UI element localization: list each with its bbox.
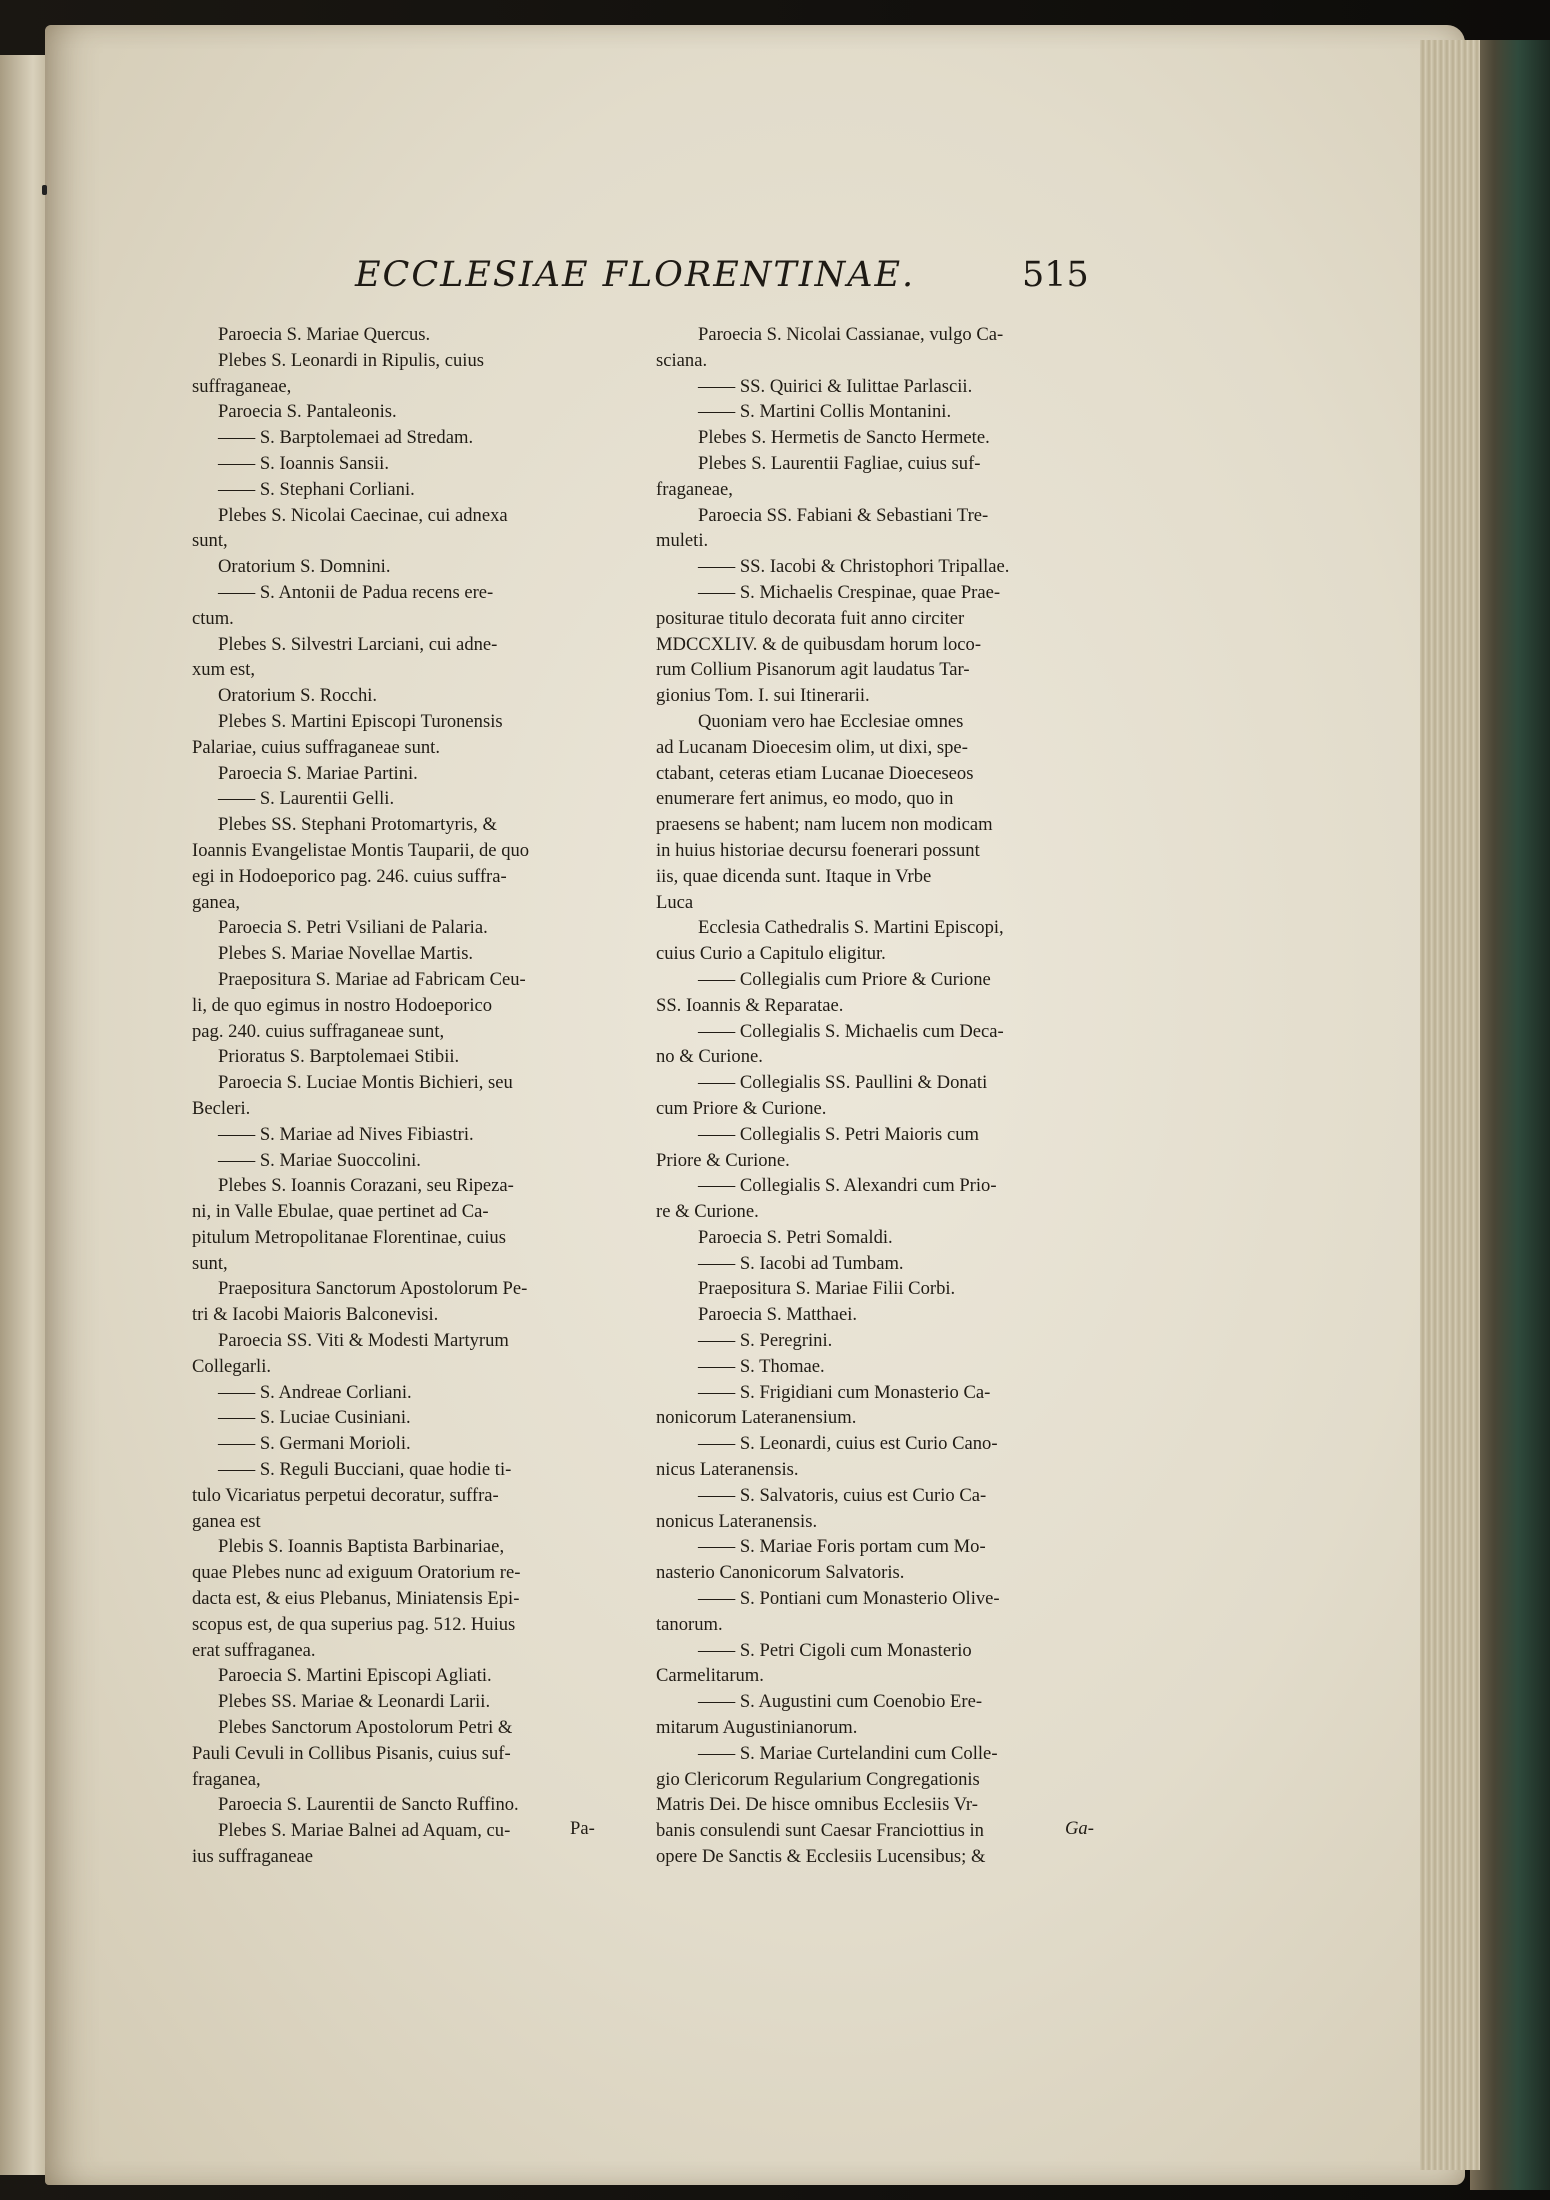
text-line: Paroecia S. Petri Somaldi. <box>698 1226 893 1248</box>
text-line: Carmelitarum. <box>656 1665 764 1687</box>
text-line: Plebes S. Hermetis de Sancto Hermete. <box>698 427 990 449</box>
text-line: gionius Tom. I. sui Itinerarii. <box>656 685 870 707</box>
text-line: Plebes S. Mariae Novellae Martis. <box>218 943 474 965</box>
text-line: banis consulendi sunt Caesar Franciottius in <box>656 1820 984 1842</box>
text-line: —— S. Mariae Foris portam cum Mo- <box>698 1536 986 1558</box>
text-line: dacta est, & eius Plebanus, Miniatensis Epi- <box>192 1588 520 1610</box>
text-line: sunt, <box>192 1252 228 1274</box>
text-line: Paroecia S. Mariae Partini. <box>218 762 418 784</box>
text-line: MDCCXLIV. & de quibusdam horum loco- <box>656 633 982 655</box>
text-line: Paroecia S. Luciae Montis Bichieri, seu <box>218 1072 513 1094</box>
text-line: Luca <box>656 891 694 913</box>
text-line: ad Lucanam Dioecesim olim, ut dixi, spe- <box>656 736 968 758</box>
text-line: Plebes S. Ioannis Corazani, seu Ripeza- <box>218 1175 514 1197</box>
text-line: —— Collegialis S. Petri Maioris cum <box>698 1123 979 1145</box>
text-line: fraganea, <box>192 1768 261 1790</box>
text-line: —— S. Mariae Curtelandini cum Colle- <box>698 1742 998 1764</box>
text-line: suffraganeae, <box>192 375 292 397</box>
text-line: —— S. Mariae ad Nives Fibiastri. <box>218 1123 474 1145</box>
text-line: Plebes S. Nicolai Caecinae, cui adnexa <box>218 504 508 526</box>
catchword-right: Ga- <box>1065 1818 1094 1839</box>
text-line: nonicorum Lateranensium. <box>656 1407 857 1429</box>
page-number: 515 <box>1022 255 1089 295</box>
text-line: Collegarli. <box>192 1355 272 1377</box>
text-line: egi in Hodoeporico pag. 246. cuius suffra- <box>192 865 507 887</box>
text-line: —— SS. Iacobi & Christophori Tripallae. <box>698 556 1010 578</box>
text-line: Matris Dei. De hisce omnibus Ecclesiis Vr- <box>656 1794 978 1816</box>
running-title: ECCLESIAE FLORENTINAE. <box>355 255 916 295</box>
text-line: re & Curione. <box>656 1201 759 1223</box>
text-line: tri & Iacobi Maioris Balconevisi. <box>192 1304 439 1326</box>
text-line: —— S. Antonii de Padua recens ere- <box>218 581 494 603</box>
text-line: —— S. Petri Cigoli cum Monasterio <box>698 1639 972 1661</box>
text-line: cum Priore & Curione. <box>656 1097 827 1119</box>
text-line: Paroecia S. Pantaleonis. <box>218 401 397 423</box>
text-line: mitarum Augustinianorum. <box>656 1717 858 1739</box>
text-line: erat suffraganea. <box>192 1639 316 1661</box>
text-line: Paroecia SS. Fabiani & Sebastiani Tre- <box>698 504 989 526</box>
text-line: Becleri. <box>192 1097 251 1119</box>
text-line: ni, in Valle Ebulae, quae pertinet ad Ca- <box>192 1201 489 1223</box>
text-line: Palariae, cuius suffraganeae sunt. <box>192 736 440 758</box>
text-line: tulo Vicariatus perpetui decoratur, suffra- <box>192 1484 499 1506</box>
text-line: —— S. Stephani Corliani. <box>218 478 415 500</box>
text-line: sciana. <box>656 349 708 371</box>
text-line: Paroecia S. Martini Episcopi Agliati. <box>218 1665 492 1687</box>
text-line: —— S. Leonardi, cuius est Curio Cano- <box>698 1433 998 1455</box>
text-line: rum Collium Pisanorum agit laudatus Tar- <box>656 659 970 681</box>
text-line: —— S. Luciae Cusiniani. <box>218 1407 411 1429</box>
catchword-left: Pa- <box>570 1818 595 1839</box>
text-line: enumerare fert animus, eo modo, quo in <box>656 788 954 810</box>
text-line: —— S. Peregrini. <box>698 1330 833 1352</box>
text-line: Plebes S. Mariae Balnei ad Aquam, cu- <box>218 1820 511 1842</box>
text-line: —— S. Andreae Corliani. <box>218 1381 412 1403</box>
text-line: —— S. Augustini cum Coenobio Ere- <box>698 1691 983 1713</box>
text-line: —— Collegialis S. Michaelis cum Deca- <box>698 1020 1004 1042</box>
text-line: scopus est, de qua superius pag. 512. Huius <box>192 1613 516 1635</box>
text-line: Pauli Cevuli in Collibus Pisanis, cuius suf- <box>192 1742 511 1764</box>
text-line: —— S. Thomae. <box>698 1355 825 1377</box>
text-line: no & Curione. <box>656 1046 763 1068</box>
text-line: ganea, <box>192 891 241 913</box>
text-line: Plebis S. Ioannis Baptista Barbinariae, <box>218 1536 505 1558</box>
text-line: Oratorium S. Rocchi. <box>218 685 378 707</box>
text-line: Plebes SS. Stephani Protomartyris, & <box>218 814 497 836</box>
text-line: pag. 240. cuius suffraganeae sunt, <box>192 1020 445 1042</box>
book-cover-edge <box>1470 40 1550 2190</box>
text-line: Ioannis Evangelistae Montis Tauparii, de quo <box>192 839 530 861</box>
text-line: Paroecia SS. Viti & Modesti Martyrum <box>218 1330 509 1352</box>
text-line: cuius Curio a Capitulo eligitur. <box>656 943 886 965</box>
text-line: Plebes S. Laurentii Fagliae, cuius suf- <box>698 452 981 474</box>
text-line: ius suffraganeae <box>192 1846 313 1868</box>
text-line: ganea est <box>192 1510 261 1532</box>
gutter-mark <box>42 185 47 195</box>
text-line: Paroecia S. Petri Vsiliani de Palaria. <box>218 917 488 939</box>
text-line: Plebes Sanctorum Apostolorum Petri & <box>218 1717 513 1739</box>
text-line: —— S. Pontiani cum Monasterio Olive- <box>698 1588 1000 1610</box>
text-line: —— S. Barptolemaei ad Stredam. <box>218 427 474 449</box>
text-line: li, de quo egimus in nostro Hodoeporico <box>192 994 493 1016</box>
text-line: nonicus Lateranensis. <box>656 1510 818 1532</box>
text-line: ctum. <box>192 607 234 629</box>
text-line: —— S. Iacobi ad Tumbam. <box>698 1252 904 1274</box>
text-line: —— SS. Quirici & Iulittae Parlascii. <box>698 375 973 397</box>
text-line: Prioratus S. Barptolemaei Stibii. <box>218 1046 460 1068</box>
text-line: Paroecia S. Nicolai Cassianae, vulgo Ca- <box>698 324 1004 345</box>
text-line: —— S. Salvatoris, cuius est Curio Ca- <box>698 1484 987 1506</box>
text-line: Plebes S. Silvestri Larciani, cui adne- <box>218 633 498 655</box>
text-line: fraganeae, <box>656 478 733 500</box>
text-line: —— S. Martini Collis Montanini. <box>698 401 952 423</box>
right-text-column <box>656 322 1126 1870</box>
text-line: Oratorium S. Domnini. <box>218 556 391 578</box>
page-header <box>0 255 1550 315</box>
text-line: Praepositura S. Mariae ad Fabricam Ceu- <box>218 968 526 990</box>
text-line: Ecclesia Cathedralis S. Martini Episcopi, <box>698 917 1004 939</box>
text-line: Praepositura Sanctorum Apostolorum Pe- <box>218 1278 528 1300</box>
text-line: —— S. Michaelis Crespinae, quae Prae- <box>698 581 1001 603</box>
text-line: praesens se habent; nam lucem non modicam <box>656 814 993 836</box>
text-line: xum est, <box>192 659 256 681</box>
text-line: ctabant, ceteras etiam Lucanae Dioeceseos <box>656 762 974 784</box>
text-line: positurae titulo decorata fuit anno circiter <box>656 607 965 629</box>
left-text-column <box>192 322 627 1870</box>
text-line: —— Collegialis cum Priore & Curione <box>698 968 991 990</box>
text-line: —— S. Laurentii Gelli. <box>218 788 395 810</box>
text-line: Priore & Curione. <box>656 1149 790 1171</box>
text-line: in huius historiae decursu foenerari possunt <box>656 839 980 861</box>
text-line: quae Plebes nunc ad exiguum Oratorium re- <box>192 1562 521 1584</box>
text-line: tanorum. <box>656 1613 723 1635</box>
text-line: Paroecia S. Mariae Quercus. <box>218 324 431 345</box>
text-line: Paroecia S. Laurentii de Sancto Ruffino. <box>218 1794 519 1816</box>
text-line: —— S. Germani Morioli. <box>218 1433 411 1455</box>
text-line: —— S. Frigidiani cum Monasterio Ca- <box>698 1381 991 1403</box>
text-line: pitulum Metropolitanae Florentinae, cuius <box>192 1226 506 1248</box>
text-line: —— Collegialis S. Alexandri cum Prio- <box>698 1175 997 1197</box>
text-line: Paroecia S. Matthaei. <box>698 1304 858 1326</box>
text-line: nicus Lateranensis. <box>656 1459 799 1481</box>
text-line: gio Clericorum Regularium Congregationis <box>656 1768 980 1790</box>
text-line: —— S. Mariae Suoccolini. <box>218 1149 421 1171</box>
text-line: opere De Sanctis & Ecclesiis Lucensibus; & <box>656 1846 986 1868</box>
text-line: iis, quae dicenda sunt. Itaque in Vrbe <box>656 865 932 887</box>
text-line: Praepositura S. Mariae Filii Corbi. <box>698 1278 956 1300</box>
text-line: muleti. <box>656 530 709 552</box>
text-line: sunt, <box>192 530 228 552</box>
text-line: —— S. Ioannis Sansii. <box>218 452 389 474</box>
text-line: Plebes S. Leonardi in Ripulis, cuius <box>218 349 484 371</box>
text-line: nasterio Canonicorum Salvatoris. <box>656 1562 905 1584</box>
page-stack-edge <box>1420 40 1480 2170</box>
text-line: Quoniam vero hae Ecclesiae omnes <box>698 710 964 732</box>
text-line: —— S. Reguli Bucciani, quae hodie ti- <box>218 1459 512 1481</box>
text-line: —— Collegialis SS. Paullini & Donati <box>698 1072 988 1094</box>
text-line: Plebes S. Martini Episcopi Turonensis <box>218 710 503 732</box>
text-line: Plebes SS. Mariae & Leonardi Larii. <box>218 1691 491 1713</box>
text-line: SS. Ioannis & Reparatae. <box>656 994 844 1016</box>
